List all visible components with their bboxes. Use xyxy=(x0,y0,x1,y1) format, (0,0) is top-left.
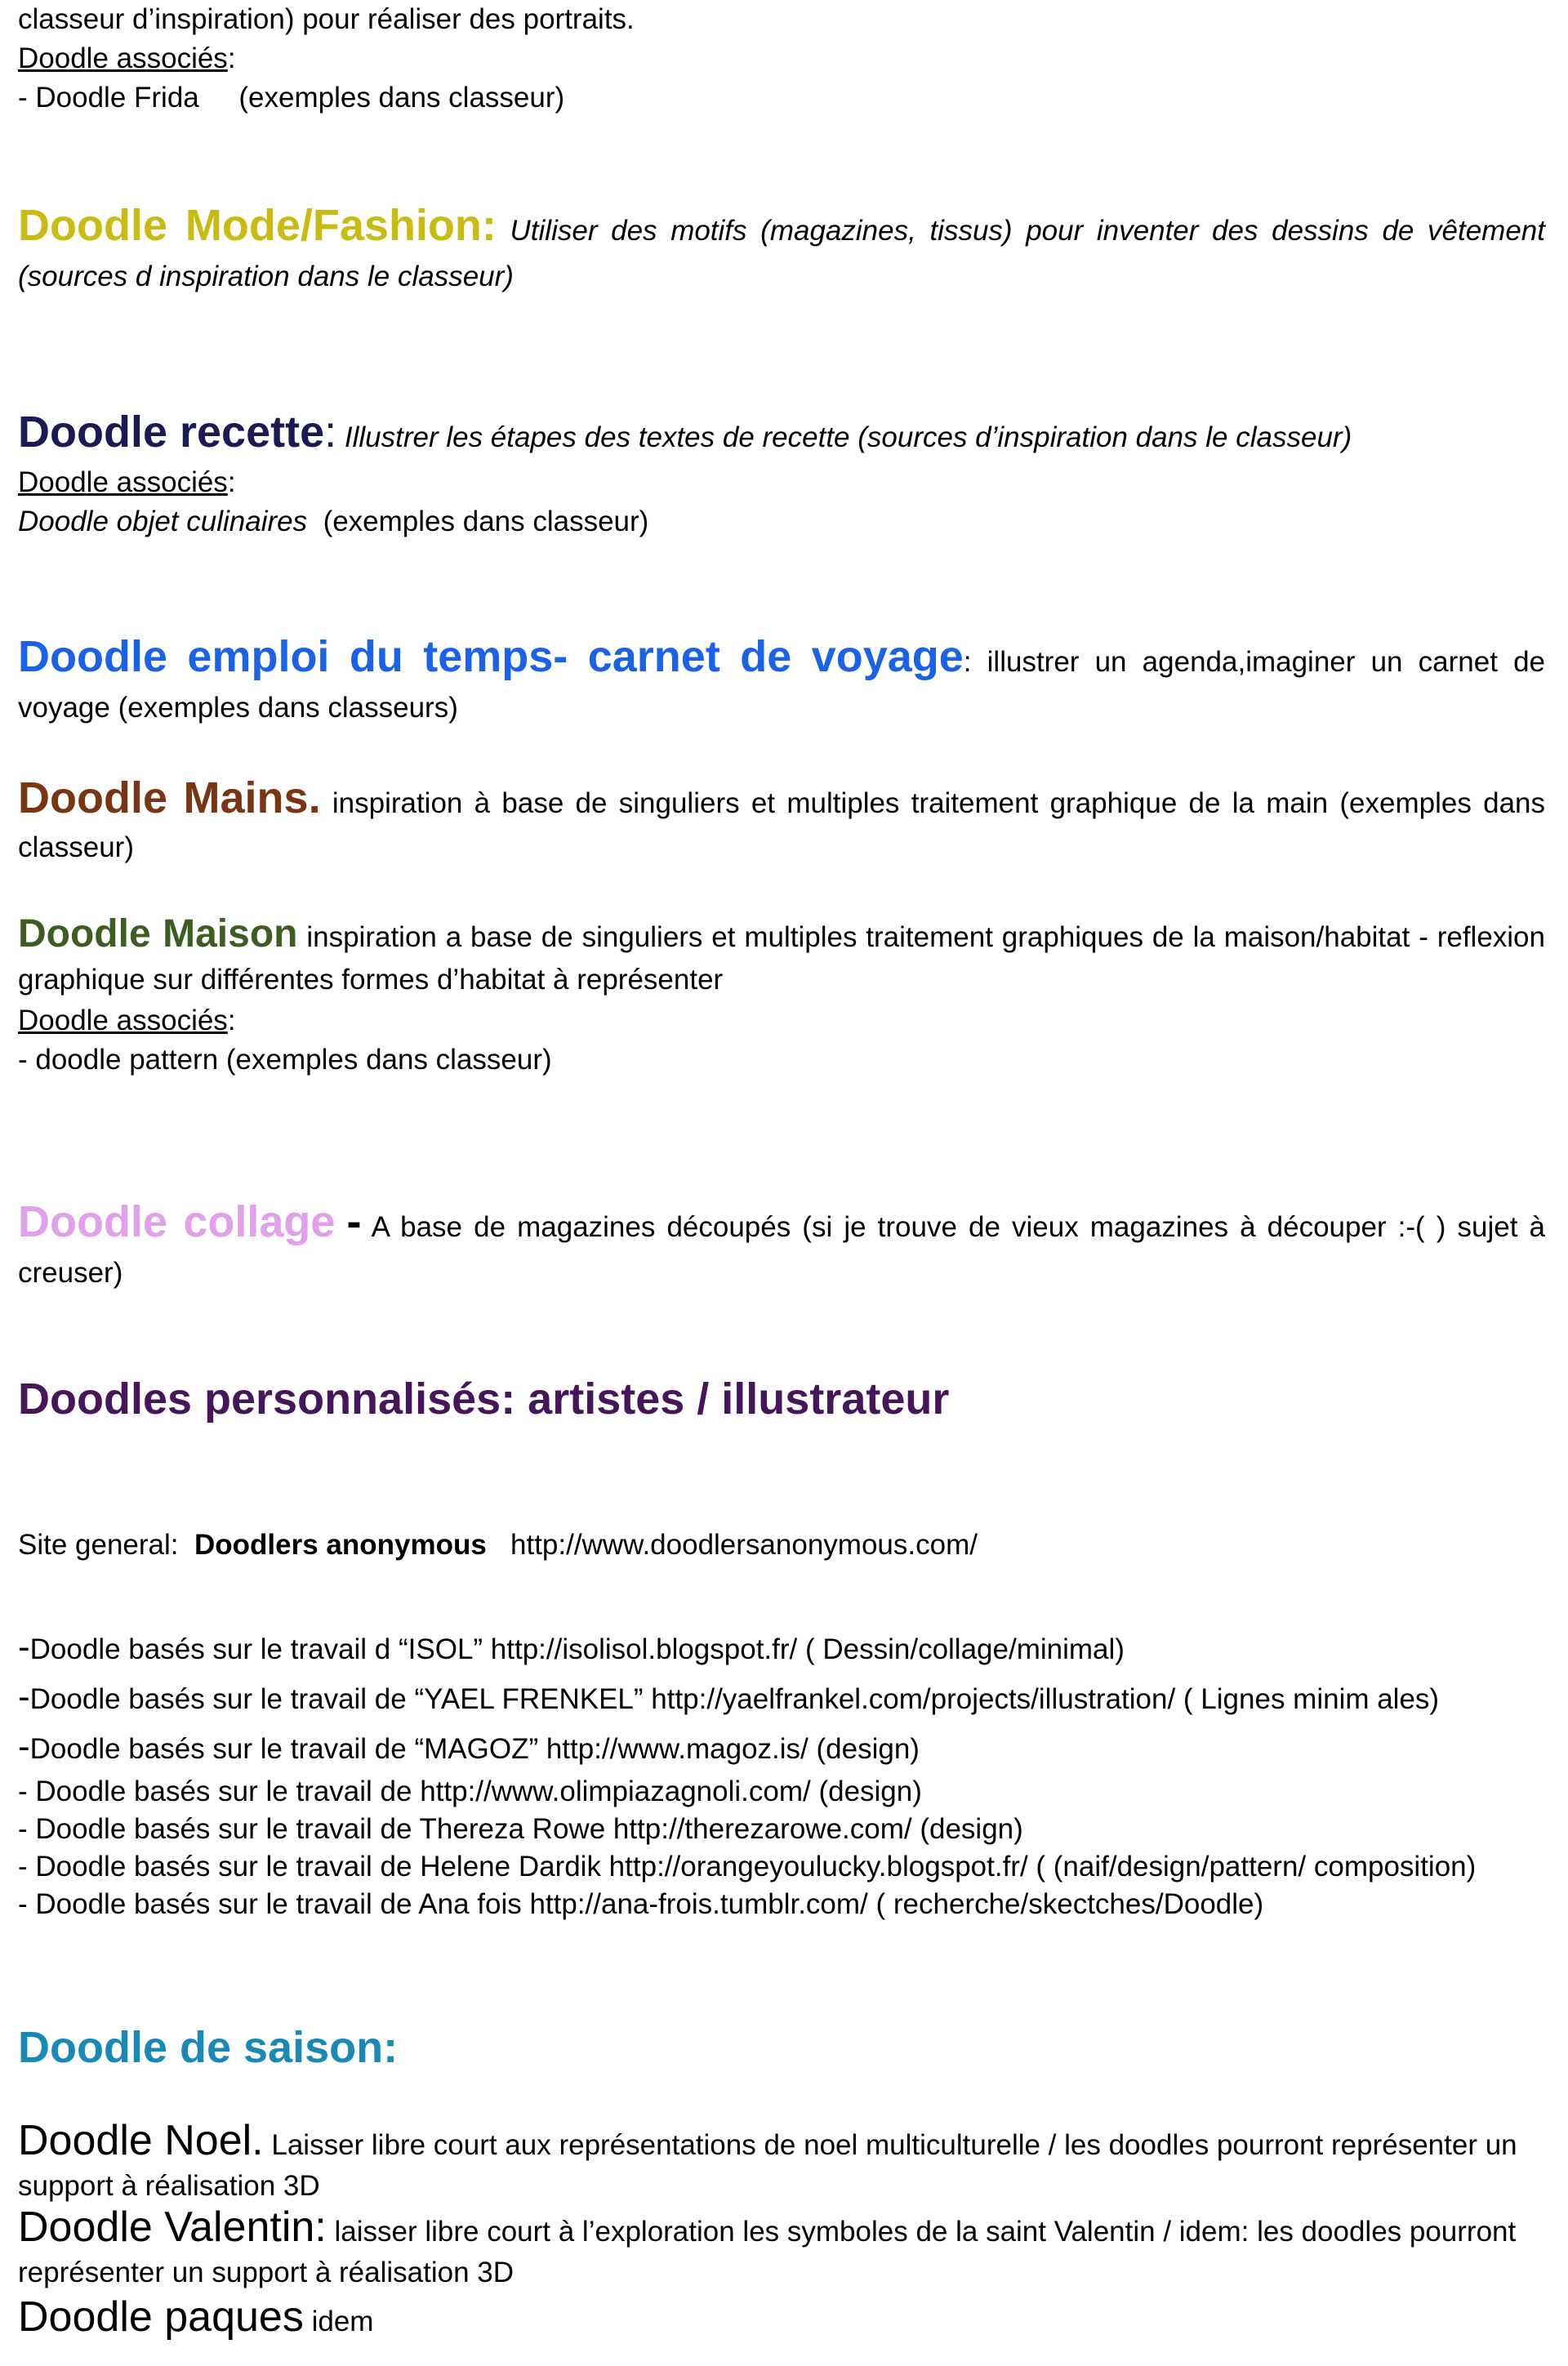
list-item xyxy=(18,1848,1545,1886)
recette-assoc-item xyxy=(18,502,1545,541)
list-item xyxy=(18,1673,1545,1723)
collage-dash: - xyxy=(346,1197,362,1246)
recette-title: Doodle recette xyxy=(18,408,325,457)
fashion-title: Doodle Mode/Fashion: xyxy=(18,201,497,250)
maison-assoc-label: Doodle associés xyxy=(18,1005,228,1036)
section-perso xyxy=(18,1370,1545,1433)
maison-assoc-heading xyxy=(18,1001,1545,1040)
site-general-line xyxy=(18,1526,1545,1565)
artists-list xyxy=(18,1624,1545,1923)
recette-assoc-item-text: Doodle objet culinaires xyxy=(18,506,308,537)
recette-paragraph xyxy=(18,407,1545,463)
recette-assoc-examples: (exemples dans classeur) xyxy=(323,506,649,537)
perso-subtitle: : artistes / illustrateur xyxy=(501,1375,950,1424)
fashion-desc: Utiliser des motifs (magazines, tissus) pour inventer des dessins de vêtement (sources d inspiration dans le classeur) xyxy=(18,215,1545,292)
saison-paques xyxy=(18,2293,1545,2346)
section-fashion xyxy=(18,203,1545,300)
saison-noel xyxy=(18,2117,1545,2207)
emploi-desc: : illustrer un agenda,imaginer un carnet de voyage (exemples dans classeurs) xyxy=(18,646,1545,724)
mains-paragraph xyxy=(18,773,1546,870)
list-item-text: Doodle basés sur le travail d “ISOL” http://isolisol.blogspot.fr/ ( Dessin/collage/minimal) xyxy=(29,1633,1125,1665)
list-item-text: Doodle basés sur le travail de “YAEL FRENKEL” http://yaelfrankel.com/projects/illustration/ ( Lignes minim ales) xyxy=(29,1683,1440,1715)
section-mains xyxy=(18,773,1546,870)
emploi-paragraph xyxy=(18,634,1545,731)
list-item xyxy=(18,1773,1545,1811)
list-dash: - xyxy=(18,1627,30,1667)
intro-assoc-item: - Doodle Frida (exemples dans classeur) xyxy=(18,82,565,114)
list-item-text: - Doodle basés sur le travail de http://www.olimpiazagnoli.com/ (design) xyxy=(18,1776,922,1807)
perso-heading xyxy=(18,1370,1545,1433)
valentin-desc: laisser libre court à l’exploration les symboles de la saint Valentin / idem: les doodles pourront représenter un support à réalisation 3D xyxy=(18,2216,1517,2288)
section-saison xyxy=(18,2019,1545,2076)
site-general-block xyxy=(18,1526,1545,1565)
mains-title: Doodle Mains. xyxy=(18,773,321,822)
list-item-text: Doodle basés sur le travail de “MAGOZ” http://www.magoz.is/ (design) xyxy=(29,1733,920,1765)
paques-title: Doodle paques xyxy=(18,2293,304,2341)
section-emploi xyxy=(18,634,1545,731)
recette-assoc-colon: : xyxy=(227,466,236,498)
recette-colon: : xyxy=(324,408,337,457)
collage-paragraph xyxy=(18,1199,1545,1296)
maison-assoc-item: - doodle pattern (exemples dans classeur) xyxy=(18,1044,552,1076)
collage-desc: A base de magazines découpés (si je trouve de vieux magazines à découper :-( ) sujet à creuser) xyxy=(18,1211,1545,1289)
intro-assoc-heading xyxy=(18,39,1545,78)
recette-desc: Illustrer les étapes des textes de recette (sources d’inspiration dans le classeur) xyxy=(344,421,1352,453)
site-url[interactable]: http://www.doodlersanonymous.com/ xyxy=(510,1529,978,1561)
maison-title: Doodle Maison xyxy=(18,912,298,956)
intro-block xyxy=(18,0,1545,118)
section-collage xyxy=(18,1199,1545,1296)
saison-items xyxy=(18,2117,1545,2346)
list-item-text: - Doodle basés sur le travail de Helene Dardik http://orangeyoulucky.blogspot.fr/ ( (naif/design/pattern/ composition) xyxy=(18,1851,1477,1883)
site-name: Doodlers anonymous xyxy=(194,1529,487,1561)
emploi-title: Doodle emploi du temps- carnet de voyage xyxy=(18,632,964,681)
assoc-label: Doodle associés xyxy=(18,42,228,74)
perso-title: Doodles personnalisés xyxy=(18,1375,501,1424)
maison-desc: inspiration a base de singuliers et multiples traitement graphiques de la maison/habitat - reflexion graphique sur différentes formes d’habitat à représenter xyxy=(18,921,1545,996)
noel-title: Doodle Noel. xyxy=(18,2117,264,2164)
list-item xyxy=(18,1811,1545,1848)
list-item xyxy=(18,1723,1545,1773)
collage-title: Doodle collage xyxy=(18,1197,336,1246)
list-item xyxy=(18,1886,1545,1923)
paques-desc: idem xyxy=(311,2306,374,2337)
recette-assoc-label: Doodle associés xyxy=(18,466,228,498)
intro-line: classeur d’inspiration) pour réaliser des portraits. xyxy=(18,3,635,35)
list-item xyxy=(18,1624,1545,1673)
saison-valentin xyxy=(18,2203,1545,2293)
section-recette xyxy=(18,407,1545,541)
saison-title: Doodle de saison: xyxy=(18,2023,399,2072)
mains-desc: inspiration à base de singuliers et multiples traitement graphique de la main (exemples dans classeur) xyxy=(18,787,1546,863)
valentin-title: Doodle Valentin: xyxy=(18,2203,327,2251)
assoc-colon: : xyxy=(227,42,236,74)
list-dash: - xyxy=(18,1677,30,1717)
maison-assoc-colon: : xyxy=(227,1005,236,1036)
recette-assoc-heading xyxy=(18,463,1545,502)
list-dash: - xyxy=(18,1727,30,1767)
list-item-text: - Doodle basés sur le travail de Ana fois http://ana-frois.tumblr.com/ ( recherche/skectches/Doodle) xyxy=(18,1888,1264,1920)
section-maison xyxy=(18,913,1545,1080)
list-item-text: - Doodle basés sur le travail de Thereza Rowe http://therezarowe.com/ (design) xyxy=(18,1813,1023,1845)
noel-desc: Laisser libre court aux représentations de noel multiculturelle / les doodles pourront représenter un support à réalisation 3D xyxy=(18,2129,1517,2202)
maison-paragraph xyxy=(18,913,1545,1001)
site-label: Site general: xyxy=(18,1529,179,1561)
fashion-paragraph xyxy=(18,203,1545,300)
